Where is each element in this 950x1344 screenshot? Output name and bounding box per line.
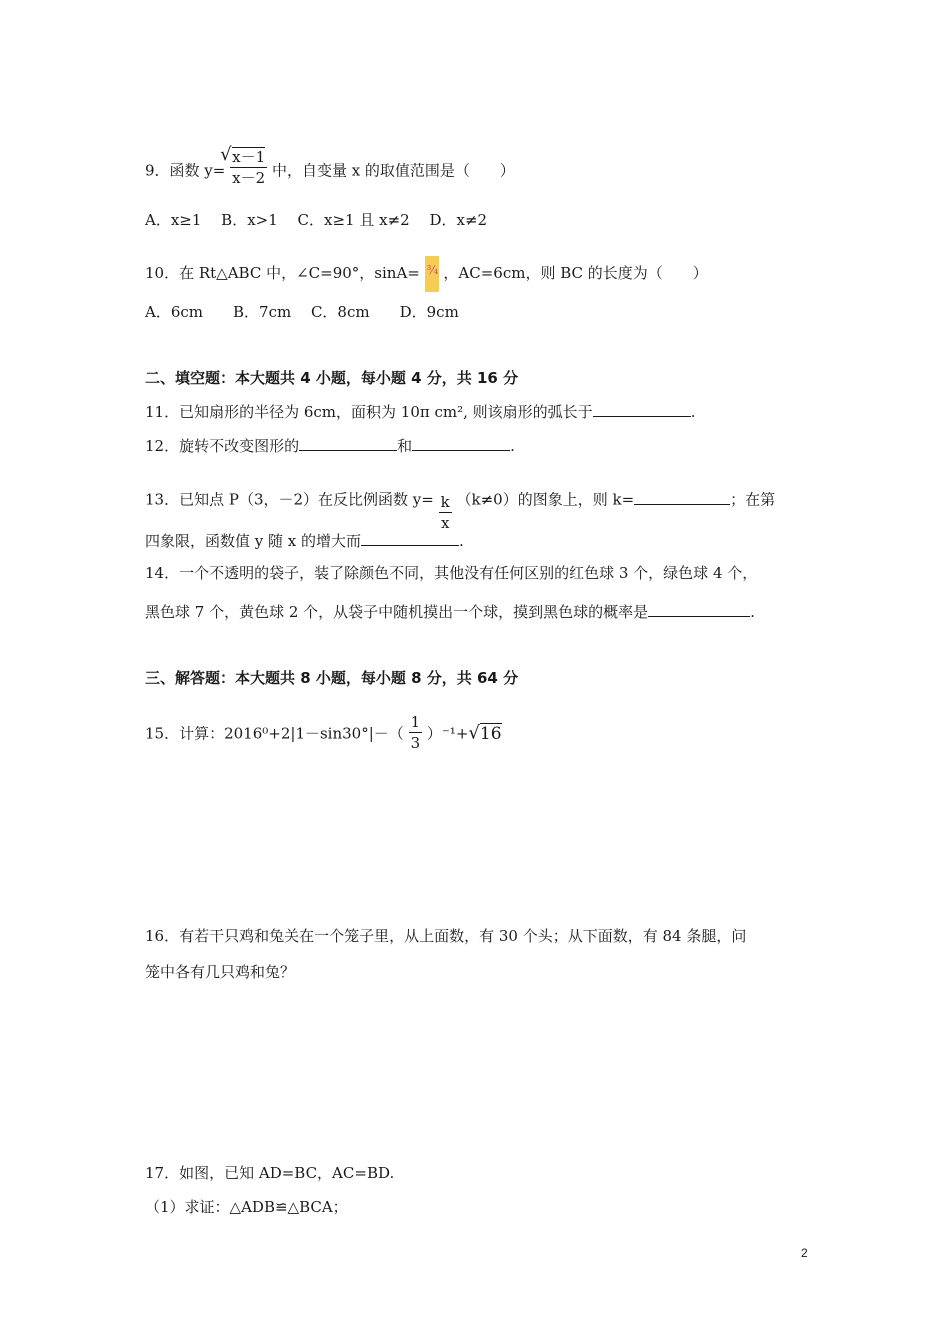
sqrt-sign-icon: √ (468, 722, 480, 744)
q12-mid: 和 (397, 437, 413, 455)
q15-num: 1 (410, 713, 421, 731)
fraction-image-icon: ¾ (426, 263, 439, 277)
q9-rest: 中，自变量 x 的取值范围是（ ） (271, 161, 515, 180)
q12-line (145, 435, 515, 456)
q15-text-a: 15．计算：2016⁰+2|1－sin30°|－（ (145, 724, 404, 743)
q9-label: 9．函数 y= (145, 161, 226, 180)
q14-blank[interactable] (648, 601, 750, 617)
q9-denominator: x－2 (232, 169, 266, 187)
q9-fraction (220, 144, 267, 188)
q12-blank-2[interactable] (412, 435, 510, 451)
q11-blank[interactable] (593, 401, 691, 417)
q11-line (145, 401, 695, 422)
q13-line-2 (145, 530, 464, 551)
section-2-heading: 二、填空题：本大题共 4 小题，每小题 4 分，共 16 分 (145, 369, 519, 387)
q13-line-1 (145, 480, 776, 532)
q14-line-1: 14．一个不透明的袋子，装了除颜色不同，其他没有任何区别的红色球 3 个，绿色球 4 个， (145, 564, 758, 582)
q11-end: . (690, 403, 696, 421)
q13-end: . (459, 532, 464, 550)
q17-line-1: 17．如图，已知 AD=BC，AC=BD. (145, 1164, 395, 1182)
q10-text-a: 10．在 Rt△ABC 中，∠C=90°，sinA= (145, 264, 420, 282)
q12-blank-1[interactable] (299, 435, 397, 451)
q12-text: 12．旋转不改变图形的 (145, 437, 300, 455)
q14-line2: 黑色球 7 个，黄色球 2 个，从袋子中随机摸出一个球，摸到黑色球的概率是 (145, 603, 649, 621)
q10-options: A．6cm B．7cm C．8cm D．9cm (145, 303, 459, 321)
sqrt-sign-icon: √ (220, 144, 232, 165)
q13-text-a: 13．已知点 P（3，－2）在反比例函数 y= (145, 490, 434, 509)
q15-text-b: ）⁻¹+ (426, 724, 469, 743)
q13-fraction (439, 492, 452, 533)
q13-blank-2[interactable] (361, 530, 459, 546)
q12-end: . (510, 437, 515, 455)
q10-highlighted-fraction (425, 256, 439, 292)
q9-line (145, 144, 515, 192)
q13-num: k (440, 493, 450, 511)
q13-text-b: （k≠0）的图象上，则 k= (456, 490, 635, 509)
q13-blank-1[interactable] (634, 489, 730, 505)
q17-line-2: （1）求证：△ADB≌△BCA； (145, 1198, 348, 1216)
q13-den: x (440, 514, 450, 532)
q15-den: 3 (410, 734, 421, 752)
q9-options: A．x≥1 B．x>1 C．x≥1 且 x≠2 D．x≠2 (145, 211, 488, 229)
q10-text-b: ，AC=6cm，则 BC 的长度为（ ） (443, 264, 708, 282)
page-number: 2 (801, 1246, 808, 1260)
q10-line (145, 256, 708, 292)
q11-text: 11．已知扇形的半径为 6cm，面积为 10π cm², 则该扇形的弧长于 (145, 403, 593, 421)
q15-fraction (409, 712, 423, 753)
section-3-heading: 三、解答题：本大题共 8 小题，每小题 8 分，共 64 分 (145, 669, 519, 687)
q14-end: . (750, 603, 755, 621)
q16-line-2: 笼中各有几只鸡和兔？ (145, 963, 296, 981)
q16-line-1: 16．有若干只鸡和兔关在一个笼子里，从上面数，有 30 个头；从下面数，有 84 条腿，问 (145, 927, 747, 945)
q13-text-c: ；在第 (730, 490, 776, 509)
q15-line (145, 714, 502, 755)
q14-line-2 (145, 601, 755, 622)
q15-radicand: 16 (479, 723, 502, 744)
q9-numerator: √ x－1 (220, 144, 266, 166)
q13-line2: 四象限，函数值 y 随 x 的增大而 (145, 532, 362, 550)
